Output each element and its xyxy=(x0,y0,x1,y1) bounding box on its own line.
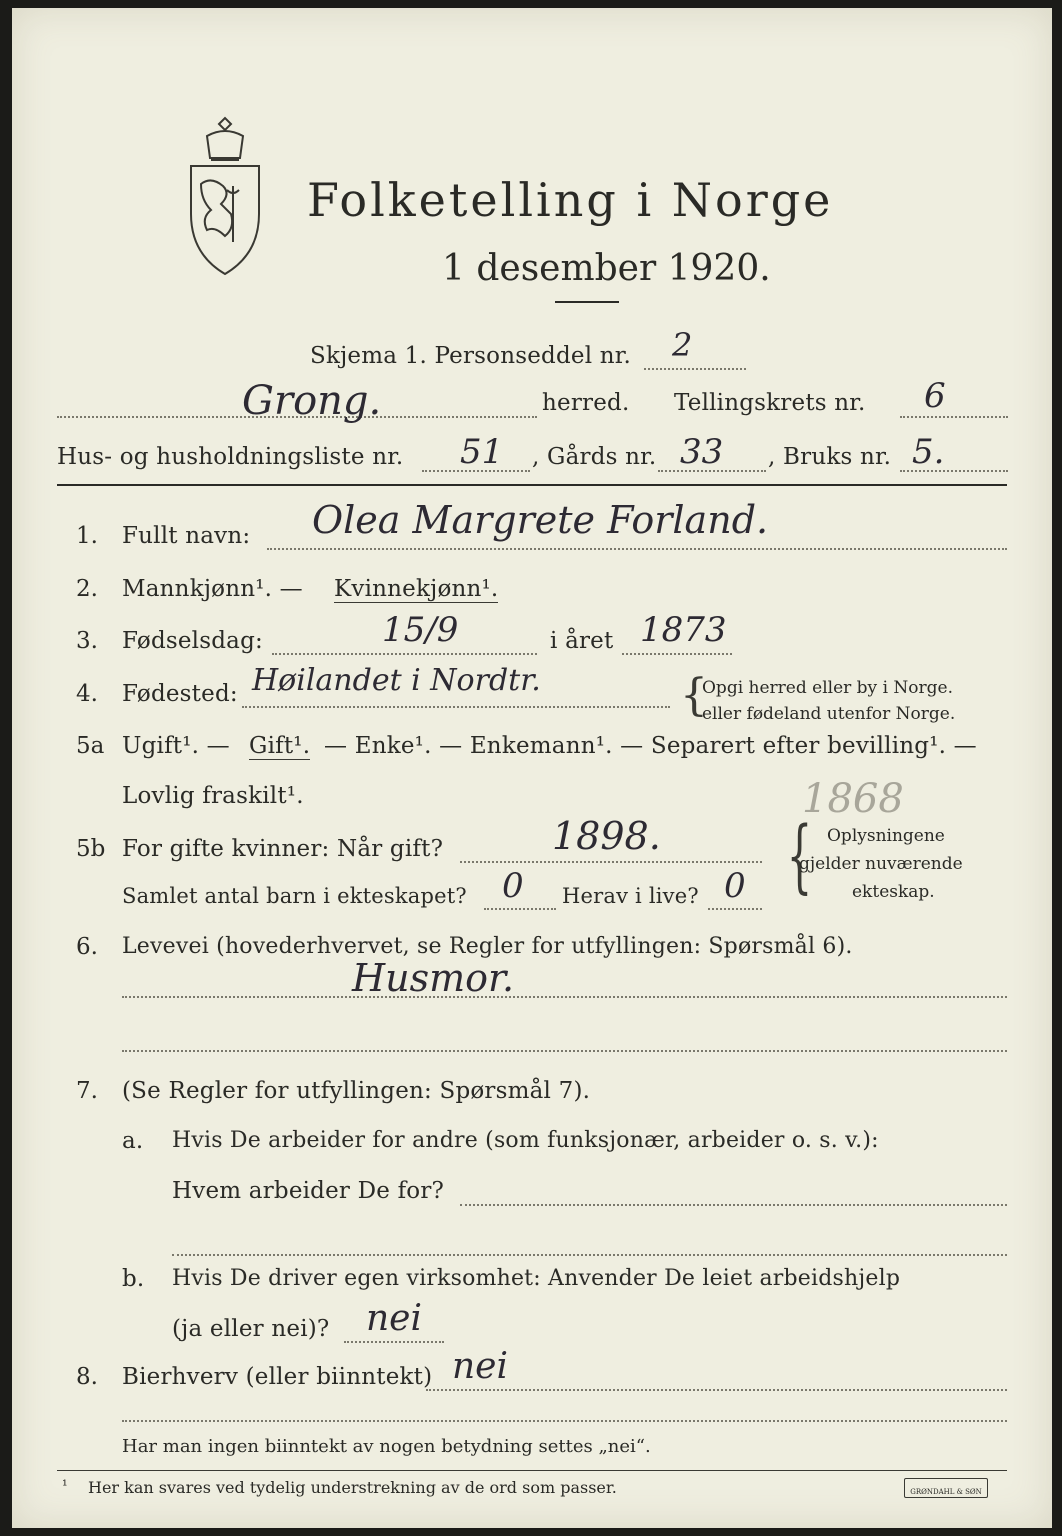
bruks-nr-value: 5. xyxy=(912,432,945,472)
footnote-mark: ¹ xyxy=(62,1478,68,1494)
q5b-live-value: 0 xyxy=(724,866,746,906)
q7a-sub: Hvem arbeider De for? xyxy=(172,1178,445,1204)
q7b-value: nei xyxy=(366,1298,423,1339)
q8-label: Bierhverv (eller biinntekt) xyxy=(122,1364,433,1390)
q6-number: 6. xyxy=(76,934,98,960)
q7b-text: Hvis De driver egen virksomhet: Anvender De leiet arbeidshjelp xyxy=(172,1266,901,1291)
herred-label: herred. xyxy=(542,390,630,416)
q3-year-value: 1873 xyxy=(640,610,727,650)
footer-note: Har man ingen biinntekt av nogen betydning settes „nei“. xyxy=(122,1436,651,1457)
q4-label: Fødested: xyxy=(122,681,238,707)
q3-year-label: i året xyxy=(550,628,614,654)
q5b-label: For gifte kvinner: Når gift? xyxy=(122,836,444,862)
printer-stamp xyxy=(904,1478,988,1498)
form-date: 1 desember 1920. xyxy=(442,248,771,289)
husholdning-nr-value: 51 xyxy=(460,432,504,472)
q5b-note-line3: ekteskap. xyxy=(852,882,935,902)
q7b-sub: (ja eller nei)? xyxy=(172,1316,330,1342)
q2-male: Mannkjønn¹. — xyxy=(122,576,303,602)
printer-stamp-text: GRØNDAHL & SØN xyxy=(910,1488,982,1496)
q7-number: 7. xyxy=(76,1078,98,1104)
gards-label: , Gårds nr. xyxy=(532,444,657,470)
q7a-letter: a. xyxy=(122,1128,144,1154)
skjema-label: Skjema 1. Personseddel nr. xyxy=(310,343,631,369)
q7b-letter: b. xyxy=(122,1266,145,1292)
q5a-margin-note: 1868 xyxy=(802,776,904,822)
q4-note-line2: eller fødeland utenfor Norge. xyxy=(702,704,956,724)
q7-label: (Se Regler for utfyllingen: Spørsmål 7). xyxy=(122,1078,591,1104)
tellingskrets-label: Tellingskrets nr. xyxy=(674,390,866,416)
q2-number: 2. xyxy=(76,576,98,602)
coat-of-arms-emblem xyxy=(177,116,273,278)
husholdning-label: Hus- og husholdningsliste nr. xyxy=(57,444,404,470)
q5b-barn-value: 0 xyxy=(502,866,524,906)
q4-value: Høilandet i Nordtr. xyxy=(252,663,541,698)
q8-value: nei xyxy=(452,1346,509,1387)
q6-value: Husmor. xyxy=(352,956,515,1000)
q5a-line2: Lovlig fraskilt¹. xyxy=(122,783,304,809)
q8-number: 8. xyxy=(76,1364,98,1390)
footnote-text: Her kan svares ved tydelig understrekning av de ord som passer. xyxy=(88,1478,617,1497)
q3-value: 15/9 xyxy=(382,610,459,650)
personseddel-nr-value: 2 xyxy=(672,326,693,364)
q5b-note-line1: Oplysningene xyxy=(827,826,945,846)
q5a-ugift: Ugift¹. — xyxy=(122,733,230,759)
q4-note-line1: Opgi herred eller by i Norge. xyxy=(702,678,953,698)
q3-number: 3. xyxy=(76,628,98,654)
q5b-barn-label: Samlet antal barn i ekteskapet? xyxy=(122,884,467,908)
q4-brace: { xyxy=(680,670,708,721)
title-divider xyxy=(555,301,619,303)
bruks-label: , Bruks nr. xyxy=(768,444,892,470)
q5b-brace: { xyxy=(786,809,813,902)
gards-nr-value: 33 xyxy=(680,432,724,472)
q7a-text: Hvis De arbeider for andre (som funksjonær, arbeider o. s. v.): xyxy=(172,1128,879,1153)
q6-label: Levevei (hovederhvervet, se Regler for utfyllingen: Spørsmål 6). xyxy=(122,934,853,959)
q5a-gift: Gift¹. xyxy=(249,733,311,759)
footer-rule xyxy=(57,1470,1007,1471)
header-rule xyxy=(57,484,1007,486)
herred-value: Grong. xyxy=(242,378,382,424)
q3-label: Fødselsdag: xyxy=(122,628,263,654)
q1-value: Olea Margrete Forland. xyxy=(312,498,769,542)
q4-number: 4. xyxy=(76,681,98,707)
form-title: Folketelling i Norge xyxy=(307,173,834,227)
q2-female: Kvinnekjønn¹. xyxy=(334,576,499,602)
census-form xyxy=(12,8,1052,1528)
q5b-note-line2: gjelder nuværende xyxy=(799,854,963,874)
q5b-number: 5b xyxy=(76,836,106,862)
q5b-value: 1898. xyxy=(552,814,661,858)
q5a-number: 5a xyxy=(76,733,105,759)
q1-label: Fullt navn: xyxy=(122,523,251,549)
q5b-live-label: Herav i live? xyxy=(562,884,699,908)
tellingskrets-nr-value: 6 xyxy=(924,376,946,416)
q1-number: 1. xyxy=(76,523,98,549)
q5a-rest: — Enke¹. — Enkemann¹. — Separert efter bevilling¹. — xyxy=(324,733,977,759)
